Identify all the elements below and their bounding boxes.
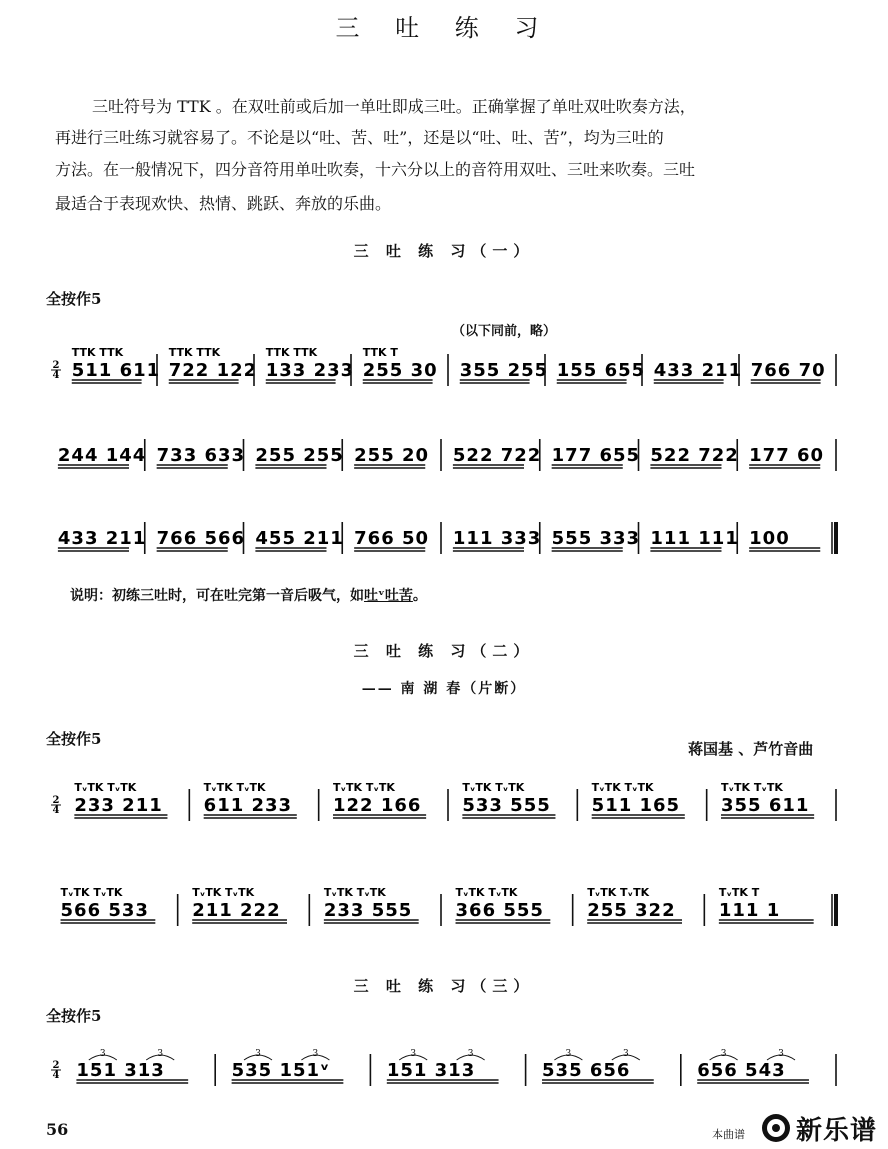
time-signature — [51, 795, 61, 816]
exercise-1-line-3 — [50, 508, 850, 558]
tongue-marks: TᵥTK TᵥTK — [333, 781, 395, 794]
measure — [192, 886, 287, 923]
svg-text:2: 2 — [52, 360, 60, 371]
measure-notes: 233 555 — [323, 900, 413, 921]
exercise-1-note — [70, 585, 427, 605]
measure — [552, 528, 640, 551]
notation-svg — [50, 425, 850, 480]
measure — [456, 886, 551, 923]
measure-notes: 535 151ᵛ — [231, 1060, 331, 1081]
svg-text:4: 4 — [52, 370, 60, 381]
svg-text:4: 4 — [52, 1070, 60, 1081]
measure-notes: 133 233 — [265, 360, 355, 381]
measure — [453, 528, 541, 551]
page-number: 56 — [46, 1120, 69, 1139]
measure — [58, 528, 146, 551]
measure — [354, 445, 429, 468]
triplet-mark: 3 — [622, 1049, 629, 1059]
notation-svg — [50, 775, 850, 830]
measure — [462, 781, 555, 818]
measure-notes: 433 211 — [653, 360, 743, 381]
triplet-mark: 3 — [410, 1049, 417, 1059]
measure — [255, 445, 343, 468]
measure — [333, 781, 426, 818]
measure-notes: 255 255 — [255, 445, 344, 466]
tongue-marks: TᵥTK TᵥTK — [587, 886, 650, 899]
measure-notes: 100 — [749, 528, 790, 549]
time-signature — [51, 360, 61, 381]
svg-text:2: 2 — [52, 795, 60, 806]
exercise-1-line-2 — [50, 425, 850, 475]
exercise-2-line-1 — [50, 775, 850, 830]
intro-line-4: 最适合于表现欢快、热情、跳跃、奔放的乐曲。 — [55, 194, 392, 213]
measure-notes: 433 211 — [57, 528, 147, 549]
measure — [157, 528, 245, 551]
measure-notes: 366 555 — [455, 900, 544, 921]
tongue-marks: TᵥTK T — [718, 886, 760, 899]
measure-notes: 766 566 — [156, 528, 246, 549]
measure — [72, 346, 160, 383]
intro-line-2: 再进行三吐练习就容易了。不论是以“吐、苦、吐”，还是以“吐、吐、苦”，均为三吐的 — [55, 128, 664, 147]
triplet-mark: 3 — [467, 1049, 474, 1059]
measure-notes: 177 60 — [749, 445, 825, 466]
triplet-mark: 3 — [157, 1049, 164, 1059]
measure — [654, 360, 742, 383]
measure — [542, 1049, 654, 1083]
svg-text:2: 2 — [52, 1060, 60, 1071]
measure — [460, 360, 548, 383]
notation-svg — [50, 880, 850, 935]
measure — [363, 346, 438, 383]
measure — [61, 886, 156, 923]
measure — [650, 528, 738, 551]
exercise-1-key: 全按作5 — [46, 290, 102, 308]
tongue-marks: TᵥTK TᵥTK — [203, 781, 266, 794]
measure-notes: 355 611 — [721, 795, 810, 816]
measure-notes: 255 20 — [354, 445, 430, 466]
measure — [650, 445, 738, 468]
measure-notes: 255 322 — [587, 900, 676, 921]
measure — [552, 445, 640, 468]
measure-notes: 151 313 — [76, 1060, 165, 1081]
tongue-marks: TᵥTK TᵥTK — [721, 781, 783, 794]
measure-notes: 533 555 — [462, 795, 551, 816]
watermark-logo-icon — [760, 1112, 792, 1144]
exercise-2-line-2 — [50, 880, 850, 935]
note-prefix: 说明：初练三吐时，可在吐完第一音后吸气，如 — [70, 588, 364, 604]
measure — [204, 781, 297, 818]
watermark-small-text: 本曲谱 — [712, 1128, 745, 1141]
watermark-brand: 新乐谱 — [796, 1116, 878, 1146]
measure-notes: 522 722 — [452, 445, 542, 466]
exercise-1-title: 三 吐 练 习（一） — [353, 242, 535, 260]
measure — [266, 346, 354, 383]
measure-notes: 733 633 — [156, 445, 246, 466]
exercise-2-title: 三 吐 练 习（二） — [353, 642, 535, 660]
exercise-1-annotation: （以下同前，略） — [452, 324, 557, 339]
tongue-marks: TᵥTK TᵥTK — [462, 781, 525, 794]
tongue-marks: TᵥTK TᵥTK — [323, 886, 386, 899]
measure — [255, 528, 343, 551]
measure — [453, 445, 541, 468]
note-example: 吐ᵛ吐苦 — [364, 588, 413, 604]
notation-svg — [50, 508, 850, 563]
exercise-2-key: 全按作5 — [46, 730, 102, 748]
page-title: 三 吐 练 习 — [335, 14, 553, 42]
measure — [169, 346, 257, 383]
measure — [157, 445, 245, 468]
intro-line-3: 方法。在一般情况下，四分音符用单吐吹奏，十六分以上的音符用双吐、三吐来吹奏。三吐 — [55, 160, 696, 179]
tongue-marks: TᵥTK TᵥTK — [60, 886, 123, 899]
tongue-marks: TᵥTK TᵥTK — [455, 886, 518, 899]
measure-notes: 766 70 — [750, 360, 826, 381]
measure — [749, 528, 820, 551]
measure-notes: 244 144 — [57, 445, 147, 466]
measure — [592, 781, 685, 818]
measure-notes: 766 50 — [354, 528, 430, 549]
svg-text:4: 4 — [52, 805, 60, 816]
measure-notes: 355 255 — [459, 360, 549, 381]
measure — [354, 528, 429, 551]
intro-line-1: 三吐符号为 TTK 。在双吐前或后加一单吐即成三吐。正确掌握了单吐双吐吹奏方法， — [92, 97, 696, 116]
measure — [719, 886, 814, 923]
triplet-mark: 3 — [778, 1049, 784, 1059]
triplet-mark: 3 — [255, 1049, 261, 1059]
measure — [751, 360, 826, 383]
measure-notes: 177 655 — [551, 445, 641, 466]
measure-notes: 233 211 — [74, 795, 163, 816]
time-signature — [51, 1060, 61, 1081]
measure — [587, 886, 682, 923]
exercise-2-composer: 蒋国基 、芦竹音曲 — [688, 740, 814, 758]
measure-notes: 211 222 — [192, 900, 281, 921]
measure-notes: 151 313 — [386, 1060, 476, 1081]
tongue-marks: TTK TTK — [71, 346, 124, 359]
exercise-3-line-1 — [50, 1040, 850, 1095]
measure-notes: 566 533 — [60, 900, 149, 921]
tongue-marks: TTK TTK — [168, 346, 221, 359]
measure-notes: 111 333 — [452, 528, 542, 549]
measure-notes: 111 111 — [650, 528, 739, 549]
triplet-mark: 3 — [312, 1049, 319, 1059]
measure-notes: 111 1 — [718, 900, 781, 921]
exercise-3-title: 三 吐 练 习（三） — [353, 977, 535, 995]
measure-notes: 155 655 — [556, 360, 646, 381]
measure — [749, 445, 824, 468]
measure — [76, 1049, 188, 1083]
measure-notes: 535 656 — [542, 1060, 631, 1081]
tongue-marks: TᵥTK TᵥTK — [74, 781, 137, 794]
triplet-mark: 3 — [99, 1049, 106, 1059]
measure-notes: 656 543 — [697, 1060, 786, 1081]
tongue-marks: TTK TTK — [265, 346, 318, 359]
measure — [74, 781, 167, 818]
measure — [721, 781, 814, 818]
measure — [557, 360, 645, 383]
measure-notes: 555 333 — [551, 528, 641, 549]
measure-notes: 522 722 — [650, 445, 739, 466]
measure — [387, 1049, 499, 1083]
tongue-marks: TTK T — [362, 346, 398, 359]
exercise-3-key: 全按作5 — [46, 1007, 102, 1025]
measure-notes: 511 165 — [591, 795, 681, 816]
measure-notes: 255 30 — [362, 360, 438, 381]
notation-svg — [50, 1040, 850, 1095]
triplet-mark: 3 — [720, 1049, 727, 1059]
measure-notes: 511 611 — [71, 360, 161, 381]
tongue-marks: TᵥTK TᵥTK — [591, 781, 654, 794]
measure — [58, 445, 146, 468]
triplet-mark: 3 — [565, 1049, 572, 1059]
measure — [324, 886, 419, 923]
measure-notes: 611 233 — [203, 795, 293, 816]
measure — [697, 1049, 809, 1083]
notation-svg — [50, 340, 850, 395]
measure-notes: 122 166 — [333, 795, 422, 816]
measure — [232, 1049, 344, 1083]
exercise-2-subtitle: —— 南 湖 春（片断） — [361, 681, 527, 697]
measure-notes: 455 211 — [255, 528, 344, 549]
note-suffix: 。 — [412, 588, 427, 604]
measure-notes: 722 122 — [168, 360, 258, 381]
exercise-1-line-1 — [50, 340, 850, 390]
tongue-marks: TᵥTK TᵥTK — [192, 886, 255, 899]
